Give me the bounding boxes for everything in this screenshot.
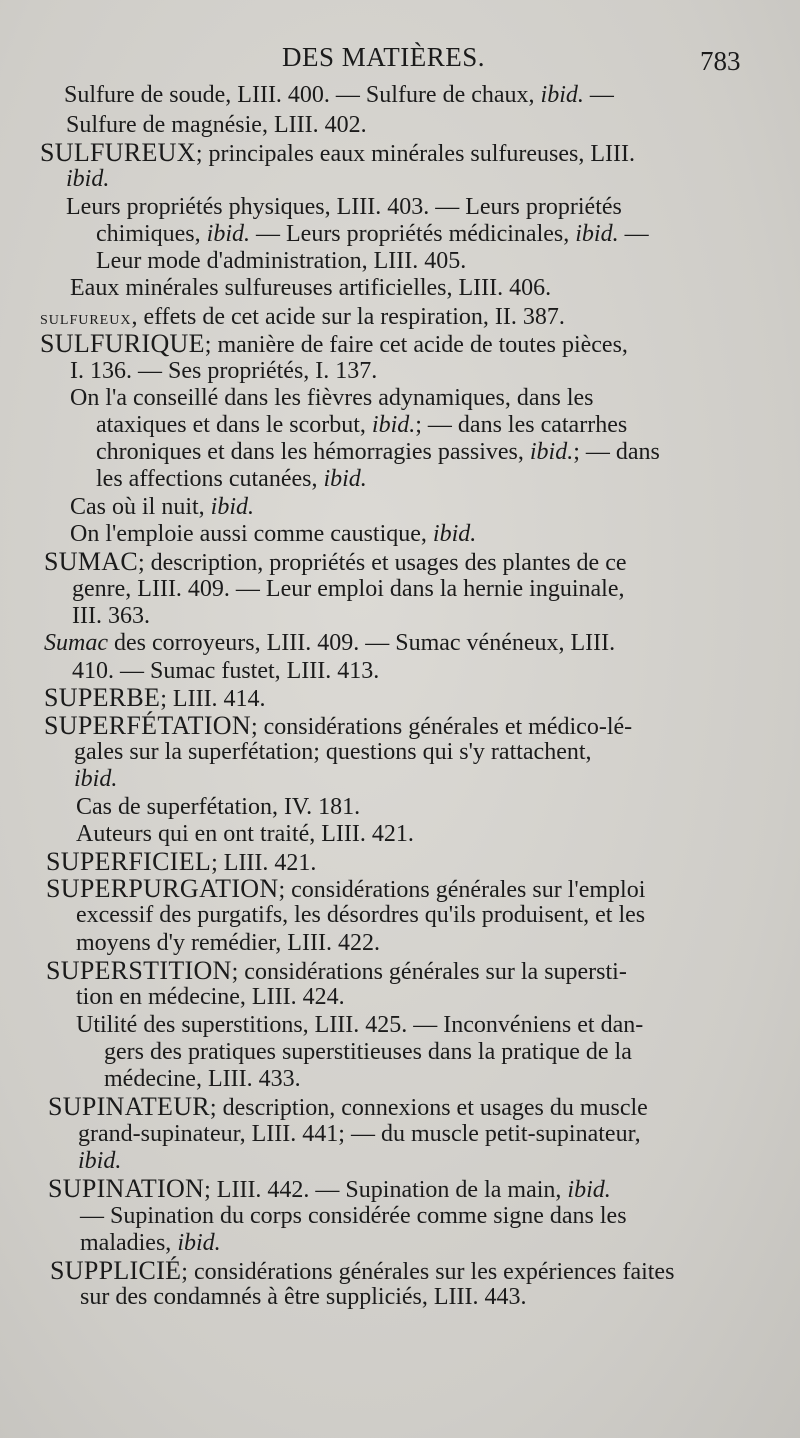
index-line (46, 848, 316, 877)
index-line (70, 275, 551, 302)
entry-text: — Leurs propriétés médicinales, (250, 221, 576, 247)
index-line (50, 1257, 674, 1286)
entry-text: Cas où il nuit, (70, 494, 211, 520)
index-line (44, 712, 632, 741)
entry-text: chroniques et dans les hémorragies passives, (96, 439, 530, 465)
entry-text: , effets de cet acide sur la respiration, II. 387. (131, 304, 565, 330)
index-line (80, 1230, 221, 1257)
index-headword: SUPERSTITION (46, 956, 232, 985)
italic-text: ibid. (177, 1230, 221, 1256)
index-line (70, 494, 254, 521)
entry-text: Sulfure de magnésie, LIII. 402. (66, 112, 367, 138)
entry-text: gers des pratiques superstitieuses dans la pratique de la (104, 1039, 632, 1065)
italic-text: ibid. (529, 439, 574, 465)
entry-text: tion en médecine, LIII. 424. (76, 984, 345, 1010)
italic-text: ibid. (74, 766, 118, 792)
italic-text: ibid. (78, 1148, 122, 1174)
entry-text: ; description, propriétés et usages des plantes de ce (137, 550, 627, 576)
index-line (96, 439, 660, 466)
entry-text: — Supination du corps considérée comme signe dans les (80, 1203, 627, 1229)
entry-text: — (618, 221, 649, 247)
index-line (44, 630, 615, 657)
index-headword: SUPERFÉTATION (44, 711, 251, 740)
italic-text: ibid. (323, 466, 367, 492)
entry-text: ; considérations générales sur les expériences faites (181, 1259, 675, 1285)
index-line (104, 1066, 301, 1093)
index-headword: SUPPLICIÉ (50, 1256, 182, 1285)
index-headword: SUPERBE (44, 683, 161, 712)
index-line (74, 766, 117, 793)
index-line (104, 1039, 632, 1066)
index-line (66, 166, 109, 193)
index-line (80, 1284, 527, 1311)
index-line (76, 1012, 643, 1039)
index-line (48, 1175, 611, 1204)
index-line (72, 576, 624, 603)
index-line (46, 875, 645, 904)
index-line (76, 930, 380, 957)
index-line (46, 957, 627, 986)
page-title: DES MATIÈRES. (282, 42, 486, 72)
index-line (78, 1148, 121, 1175)
index-line (74, 739, 592, 766)
index-line (64, 82, 614, 109)
index-line (44, 548, 627, 577)
entry-text: ; manière de faire cet acide de toutes pièces, (204, 332, 628, 358)
index-headword: SULFUREUX (40, 138, 196, 167)
italic-text: ibid. (210, 494, 255, 520)
entry-text: Auteurs qui en ont traité, LIII. 421. (76, 821, 414, 847)
entry-text: ; description, connexions et usages du muscle (209, 1095, 648, 1121)
entry-text: médecine, LIII. 433. (104, 1066, 301, 1092)
entry-text: maladies, (80, 1230, 178, 1256)
index-headword: SUPINATION (48, 1174, 205, 1203)
italic-text: ibid. (540, 82, 584, 108)
index-line (76, 821, 414, 848)
entry-text: grand-supinateur, LIII. 441; — du muscle petit-supinateur, (78, 1121, 641, 1147)
entry-text: ; considérations générales sur la supersti- (231, 959, 627, 985)
entry-text: des corroyeurs, LIII. 409. — Sumac vénéneux, LIII. (107, 630, 616, 656)
index-line (48, 1093, 648, 1122)
entry-text: ; considérations générales sur l'emploi (278, 877, 646, 903)
index-line (72, 658, 379, 685)
entry-text: On l'emploie aussi comme caustique, (70, 521, 433, 547)
entry-text: sur des condamnés à être suppliciés, LIII. 443. (80, 1284, 527, 1310)
index-line (44, 684, 266, 713)
italic-text: ibid. (206, 221, 250, 247)
index-line (40, 330, 628, 359)
italic-text: ibid. (575, 221, 619, 247)
entry-text: chimiques, (96, 221, 207, 247)
index-headword: SUPINATEUR (48, 1092, 210, 1121)
entry-text: On l'a conseillé dans les fièvres adynamiques, dans les (70, 385, 594, 411)
entry-text: Cas de superfétation, IV. 181. (76, 794, 361, 820)
index-line (66, 112, 367, 139)
entry-text: Leur mode d'administration, LIII. 405. (96, 248, 467, 274)
page-number: 783 (700, 46, 741, 76)
entry-text: Utilité des superstitions, LIII. 425. — Inconvéniens et dan- (76, 1012, 644, 1038)
index-line (78, 1121, 641, 1148)
index-line (70, 385, 594, 412)
index-headword: SUPERFICIEL (46, 847, 212, 876)
index-line (70, 521, 476, 548)
italic-text: Sumac (44, 630, 108, 656)
index-line (96, 412, 627, 439)
entry-text: ; considérations générales et médico-lé- (250, 714, 633, 740)
page-header (0, 42, 800, 82)
entry-text: genre, LIII. 409. — Leur emploi dans la hernie inguinale, (72, 576, 625, 602)
entry-text: ; LIII. 442. — Supination de la main, (204, 1177, 568, 1203)
italic-text: ibid. (432, 521, 477, 547)
index-line (96, 221, 649, 248)
index-line (76, 794, 360, 821)
index-line (76, 984, 345, 1011)
entry-text: ; — dans (573, 439, 660, 465)
entry-text: III. 363. (72, 603, 150, 629)
entry-text: excessif des purgatifs, les désordres qu'ils produisent, et les (76, 902, 646, 928)
entry-text: ; LIII. 421. (211, 850, 317, 876)
italic-text: ibid. (567, 1177, 611, 1203)
entry-text: ataxiques et dans le scorbut, (96, 412, 372, 438)
index-headword: SULFUREUX (40, 313, 132, 328)
entry-text: 410. — Sumac fustet, LIII. 413. (72, 658, 380, 684)
entry-text: ; — dans les catarrhes (415, 412, 628, 438)
entry-text: ; LIII. 414. (160, 686, 266, 712)
entry-text: Eaux minérales sulfureuses artificielles, LIII. 406. (70, 275, 552, 301)
italic-text: ibid. (371, 412, 416, 438)
index-line (80, 1203, 627, 1230)
entry-text: I. 136. — Ses propriétés, I. 137. (70, 358, 378, 384)
entry-text: les affections cutanées, (96, 466, 324, 492)
index-headword: SUPERPURGATION (46, 874, 279, 903)
entry-text: moyens d'y remédier, LIII. 422. (76, 930, 380, 956)
index-headword: SUMAC (44, 547, 138, 576)
index-line (66, 194, 622, 221)
index-line (72, 603, 150, 630)
index-line (40, 139, 635, 168)
entry-text: gales sur la superfétation; questions qui s'y rattachent, (74, 739, 592, 765)
entry-text: ; principales eaux minérales sulfureuses, LIII. (195, 141, 636, 167)
index-headword: SULFURIQUE (40, 329, 205, 358)
entry-text: — (583, 82, 614, 108)
italic-text: ibid. (66, 166, 110, 192)
index-line (76, 902, 645, 929)
index-line (96, 466, 367, 493)
entry-text: Leurs propriétés physiques, LIII. 403. — Leurs propriétés (66, 194, 622, 220)
index-line (70, 358, 377, 385)
entry-text: Sulfure de soude, LIII. 400. — Sulfure de chaux, (64, 82, 541, 108)
index-line (96, 248, 466, 275)
